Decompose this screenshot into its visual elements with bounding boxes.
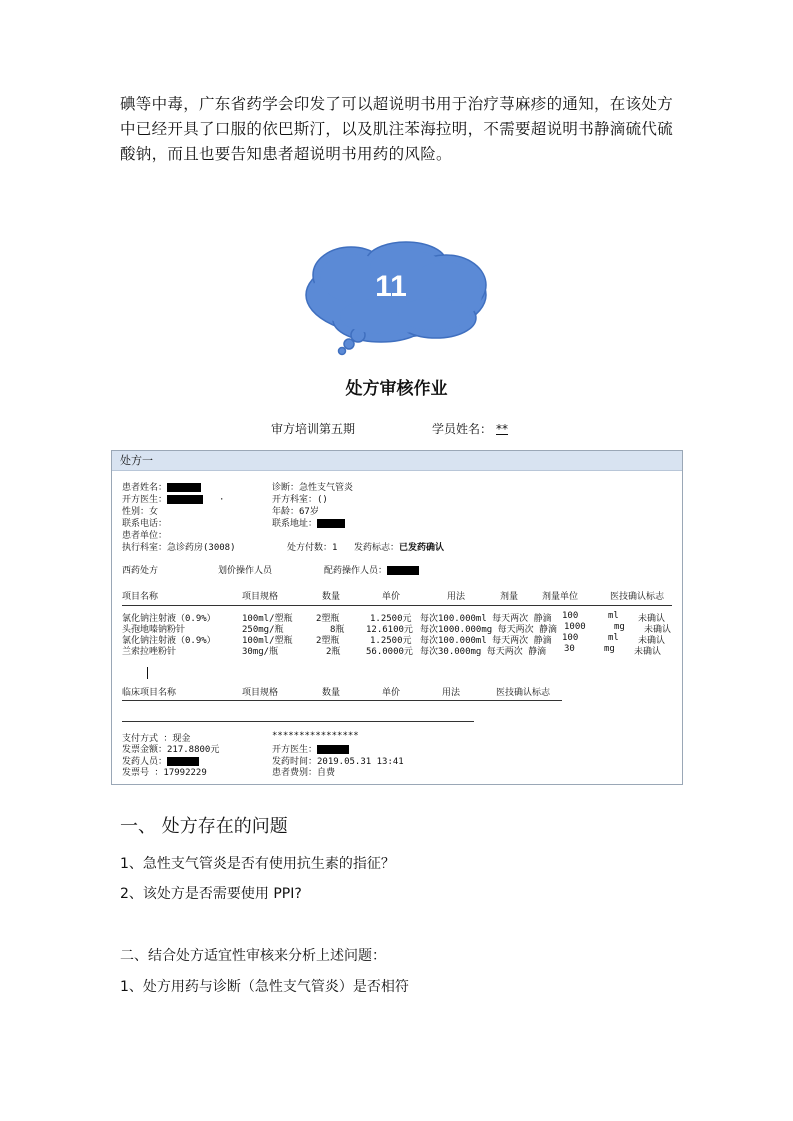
pay-method: 支付方式 ：现金 [122, 734, 191, 744]
item-usage: 每次30.000mg 每天两次 静滴 [420, 647, 547, 657]
item-spec: 100ml/塑瓶 [242, 614, 293, 624]
col-dose: 剂量 [500, 592, 519, 602]
prescription-window [111, 450, 683, 785]
redacted-doctor2 [317, 745, 349, 754]
item-qty: 8瓶 [330, 625, 345, 635]
item-qty: 2塑瓶 [316, 636, 340, 646]
intro-paragraph: 碘等中毒，广东省药学会印发了可以超说明书用于治疗荨麻疹的通知，在该处方中已经开具了口服的依巴斯汀，以及肌注苯海拉明，不需要超说明书静滴硫代硫酸钠，而且也要告知患者超说明书用药的风险。 [120, 95, 674, 163]
clinic-col-flag: 医技确认标志 [496, 688, 551, 698]
clinic-col-spec: 项目规格 [242, 688, 279, 698]
item-usage: 每次100.000ml 每天两次 静滴 [420, 636, 552, 646]
window-title: 处方一 [112, 451, 682, 471]
col-spec: 项目规格 [242, 592, 279, 602]
item-price: 12.6100元 [366, 625, 413, 635]
item-dose: 100 [562, 633, 579, 643]
clinic-divider [122, 700, 562, 701]
gender: 性别：女 [122, 507, 159, 517]
redacted-name [167, 483, 201, 492]
student-name-field [432, 420, 508, 437]
item-unit: ml [608, 611, 619, 621]
invoice-no: 发票号 ：17992229 [122, 768, 207, 778]
item-name: 氯化钠注射液（0.9%） [122, 614, 216, 624]
dispenser-label: 发药人员： [122, 757, 168, 767]
department: 开方科室：() [272, 495, 328, 505]
fee-type: 患者费别：自费 [272, 768, 336, 778]
item-unit: ml [608, 633, 619, 643]
dispense-flag-label: 发药标志： [354, 543, 400, 553]
item-qty: 2塑瓶 [316, 614, 340, 624]
item-price: 1.2500元 [370, 636, 412, 646]
item-flag: 未确认 [644, 625, 672, 635]
doctor-suffix: · [219, 495, 225, 505]
text-cursor [147, 667, 148, 679]
col-usage: 用法 [447, 592, 466, 602]
item-flag: 未确认 [638, 636, 666, 646]
student-value: ** [496, 422, 509, 436]
dispense-flag-value: 已发药确认 [399, 543, 445, 553]
dispense-time: 发药时间：2019.05.31 13:41 [272, 757, 404, 767]
col-price: 单价 [382, 592, 401, 602]
clinic-col-qty: 数量 [322, 688, 341, 698]
col-name: 项目名称 [122, 592, 159, 602]
item-spec: 30mg/瓶 [242, 647, 279, 657]
west-rx-label: 西药处方 [122, 566, 159, 576]
invoice-amount: 发票金额：217.8800元 [122, 745, 220, 755]
redacted-address [317, 519, 345, 528]
item-qty: 2瓶 [326, 647, 341, 657]
clinic-col-name: 临床项目名称 [122, 688, 177, 698]
item-flag: 未确认 [638, 614, 666, 624]
item-unit: mg [614, 622, 625, 632]
item-spec: 100ml/塑瓶 [242, 636, 293, 646]
item-flag: 未确认 [634, 647, 662, 657]
diagnosis: 诊断：急性支气管炎 [272, 483, 354, 493]
item-price: 1.2500元 [370, 614, 412, 624]
item-dose: 1000 [564, 622, 586, 632]
item-unit: mg [604, 644, 615, 654]
table-divider [122, 605, 672, 606]
item-usage: 每次100.000ml 每天两次 静滴 [420, 614, 552, 624]
question-1: 1、急性支气管炎是否有使用抗生素的指征？ [120, 856, 395, 872]
exec-dept: 执行科室：急诊药房(3008) [122, 543, 236, 553]
item-name: 头孢地嗪钠粉针 [122, 625, 186, 635]
doctor-label: 开方医生： [122, 495, 168, 505]
clinic-col-usage: 用法 [442, 688, 461, 698]
phone-label: 联系电话： [122, 519, 168, 529]
dispensing-op: 配药操作人员： [324, 566, 388, 576]
item-name: 氯化钠注射液（0.9%） [122, 636, 216, 646]
redacted-dispensing-op [387, 566, 419, 575]
homework-title: 处方审核作业 [345, 379, 448, 399]
doctor2-label: 开方医生： [272, 745, 318, 755]
badge-number: 11 [375, 270, 407, 303]
col-unit: 剂量单位 [542, 592, 579, 602]
item-price: 56.0000元 [366, 647, 413, 657]
clinic-col-price: 单价 [382, 688, 401, 698]
question-3: 1、处方用药与诊断（急性支气管炎）是否相符 [120, 979, 409, 995]
item-dose: 100 [562, 611, 579, 621]
footer-divider [122, 721, 474, 722]
age: 年龄：67岁 [272, 507, 319, 517]
patient-name-label: 患者姓名： [122, 483, 168, 493]
session-label: 审方培训第五期 [271, 422, 356, 436]
item-usage: 每次1000.000mg 每天两次 静滴 [420, 625, 558, 635]
question-2: 2、该处方是否需要使用 PPI? [120, 886, 302, 902]
section2-title: 二、结合处方适宜性审核来分析上述问题： [120, 948, 386, 964]
address-label: 联系地址： [272, 519, 318, 529]
col-flag: 医技确认标志 [610, 592, 665, 602]
stars: **************** [272, 731, 359, 741]
unit-label: 患者单位： [122, 531, 168, 541]
item-name: 兰索拉唑粉针 [122, 647, 177, 657]
pricing-op: 划价操作人员 [218, 566, 273, 576]
redacted-doctor [167, 495, 203, 504]
student-label: 学员姓名： [432, 422, 493, 436]
item-spec: 250mg/瓶 [242, 625, 284, 635]
rx-count: 处方付数：1 [287, 543, 338, 553]
item-dose: 30 [564, 644, 575, 654]
col-qty: 数量 [322, 592, 341, 602]
section1-title: 一、 处方存在的问题 [120, 816, 288, 837]
